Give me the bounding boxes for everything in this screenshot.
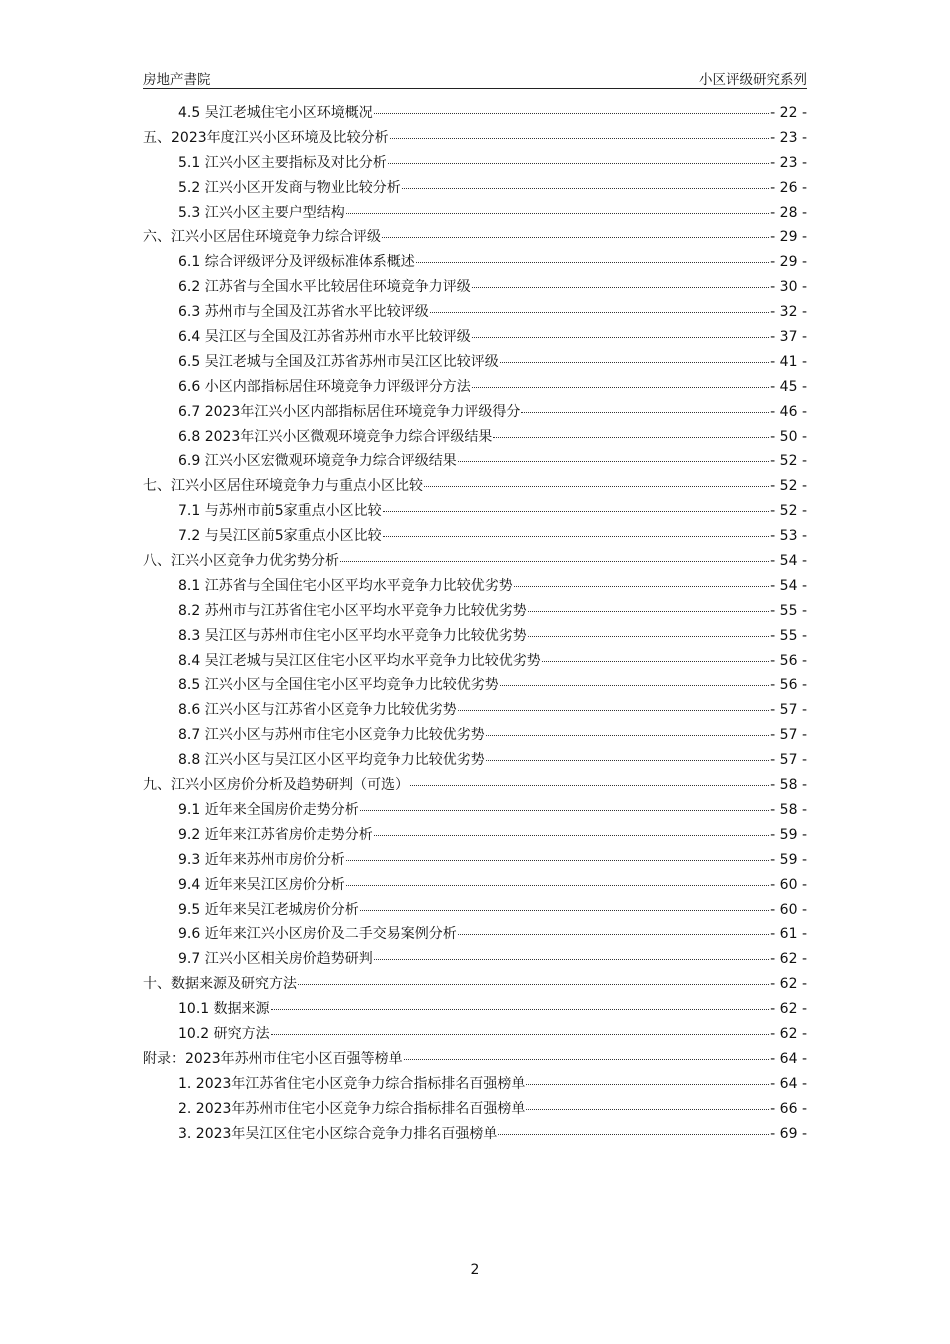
toc-entry[interactable]	[143, 947, 807, 972]
toc-leader-dots	[271, 1034, 770, 1035]
toc-entry-page: - 32 -	[770, 304, 807, 321]
toc-leader-dots	[360, 910, 769, 911]
toc-entry-page: - 62 -	[770, 951, 807, 968]
toc-entry-title: 6.1 综合评级评分及评级标准体系概述	[178, 254, 415, 271]
toc-leader-dots	[521, 412, 769, 413]
toc-entry-title: 9.7 江兴小区相关房价趋势研判	[178, 951, 373, 968]
toc-entry-title: 6.4 吴江区与全国及江苏省苏州市水平比较评级	[178, 329, 471, 346]
toc-entry-page: - 56 -	[770, 677, 807, 694]
toc-entry-page: - 53 -	[770, 528, 807, 545]
toc-entry-page: - 50 -	[770, 428, 807, 445]
toc-entry-page: - 69 -	[770, 1125, 807, 1142]
toc-entry[interactable]	[143, 300, 807, 325]
toc-leader-dots	[360, 810, 769, 811]
page-number: 2	[470, 1262, 480, 1278]
toc-entry[interactable]	[143, 823, 807, 848]
toc-leader-dots	[404, 1059, 770, 1060]
toc-entry[interactable]	[143, 499, 807, 524]
toc-entry-title: 6.8 2023年江兴小区微观环境竞争力综合评级结果	[178, 428, 493, 445]
toc-leader-dots	[493, 437, 769, 438]
toc-entry-title: 8.5 江兴小区与全国住宅小区平均竞争力比较优劣势	[178, 677, 499, 694]
toc-entry[interactable]	[143, 1072, 807, 1097]
toc-leader-dots	[486, 735, 769, 736]
toc-entry[interactable]	[143, 176, 807, 201]
toc-entry-title: 6.5 吴江老城与全国及江苏省苏州市吴江区比较评级	[178, 353, 499, 370]
toc-entry-title: 9.5 近年来吴江老城房价分析	[178, 901, 359, 918]
toc-entry[interactable]	[143, 997, 807, 1022]
toc-entry-page: - 28 -	[770, 204, 807, 221]
toc-entry[interactable]	[143, 748, 807, 773]
toc-leader-dots	[388, 163, 769, 164]
toc-entry[interactable]	[143, 873, 807, 898]
toc-leader-dots	[430, 312, 769, 313]
toc-entry-page: - 55 -	[770, 627, 807, 644]
toc-entry-title: 4.5 吴江老城住宅小区环境概况	[178, 105, 373, 121]
toc-entry-page: - 58 -	[770, 777, 807, 794]
toc-entry[interactable]	[143, 574, 807, 599]
toc-entry[interactable]	[143, 474, 807, 499]
toc-entry[interactable]	[143, 400, 807, 425]
toc-entry-title: 9.6 近年来江兴小区房价及二手交易案例分析	[178, 926, 457, 943]
toc-entry-title: 9.3 近年来苏州市房价分析	[178, 851, 345, 868]
toc-leader-dots	[458, 710, 769, 711]
toc-entry-page: - 45 -	[770, 378, 807, 395]
toc-entry-page: - 56 -	[770, 652, 807, 669]
toc-leader-dots	[500, 362, 769, 363]
toc-entry-title: 五、2023年度江兴小区环境及比较分析	[143, 129, 389, 146]
toc-entry-page: - 62 -	[770, 976, 807, 993]
toc-entry-page: - 62 -	[770, 1025, 807, 1042]
toc-entry[interactable]	[143, 898, 807, 923]
header-publisher: 房地产書院	[143, 72, 211, 88]
toc-leader-dots	[402, 188, 769, 189]
toc-entry-title: 2. 2023年苏州市住宅小区竞争力综合指标排名百强榜单	[178, 1100, 526, 1117]
toc-entry[interactable]	[143, 848, 807, 873]
toc-entry[interactable]	[143, 549, 807, 574]
toc-entry-title: 8.3 吴江区与苏州市住宅小区平均水平竞争力比较优劣势	[178, 627, 527, 644]
toc-entry-page: - 52 -	[770, 453, 807, 470]
toc-entry[interactable]	[143, 151, 807, 176]
toc-entry[interactable]	[143, 201, 807, 226]
toc-entry-page: - 57 -	[770, 752, 807, 769]
toc-entry-page: - 66 -	[770, 1100, 807, 1117]
toc-leader-dots	[472, 337, 769, 338]
toc-entry-page: - 30 -	[770, 279, 807, 296]
toc-entry-page: - 22 -	[770, 105, 807, 121]
toc-leader-dots	[526, 1084, 769, 1085]
toc-entry[interactable]	[143, 350, 807, 375]
toc-leader-dots	[346, 885, 769, 886]
toc-entry-page: - 54 -	[770, 577, 807, 594]
toc-leader-dots	[271, 1009, 770, 1010]
toc-entry-page: - 46 -	[770, 403, 807, 420]
toc-entry-title: 6.7 2023年江兴小区内部指标居住环境竞争力评级得分	[178, 403, 521, 420]
toc-entry-title: 9.1 近年来全国房价走势分析	[178, 801, 359, 818]
toc-entry-title: 十、数据来源及研究方法	[143, 976, 297, 993]
toc-leader-dots	[486, 760, 769, 761]
toc-entry[interactable]	[143, 624, 807, 649]
toc-entry[interactable]	[143, 599, 807, 624]
toc-leader-dots	[424, 486, 769, 487]
toc-entry[interactable]	[143, 101, 807, 126]
toc-entry[interactable]	[143, 922, 807, 947]
table-of-contents	[143, 101, 807, 1146]
toc-leader-dots	[458, 461, 769, 462]
toc-entry-page: - 54 -	[770, 553, 807, 570]
toc-leader-dots	[382, 237, 769, 238]
toc-entry-page: - 57 -	[770, 702, 807, 719]
toc-entry-title: 七、江兴小区居住环境竞争力与重点小区比较	[143, 478, 423, 495]
toc-leader-dots	[472, 287, 769, 288]
toc-entry[interactable]	[143, 1022, 807, 1047]
toc-entry[interactable]	[143, 698, 807, 723]
toc-entry-page: - 29 -	[770, 229, 807, 246]
toc-entry-page: - 26 -	[770, 179, 807, 196]
toc-entry-page: - 52 -	[770, 503, 807, 520]
toc-entry-title: 10.2 研究方法	[178, 1025, 270, 1042]
toc-entry-title: 6.2 江苏省与全国水平比较居住环境竞争力评级	[178, 279, 471, 296]
toc-entry[interactable]	[143, 275, 807, 300]
toc-leader-dots	[340, 561, 769, 562]
toc-entry-title: 六、江兴小区居住环境竞争力综合评级	[143, 229, 381, 246]
toc-entry-title: 附录：2023年苏州市住宅小区百强等榜单	[143, 1050, 403, 1067]
toc-entry[interactable]	[143, 673, 807, 698]
toc-entry-page: - 64 -	[770, 1050, 807, 1067]
toc-leader-dots	[383, 536, 770, 537]
toc-entry-title: 8.4 吴江老城与吴江区住宅小区平均水平竞争力比较优劣势	[178, 652, 541, 669]
toc-entry-title: 1. 2023年江苏省住宅小区竞争力综合指标排名百强榜单	[178, 1075, 526, 1092]
toc-entry-page: - 64 -	[770, 1075, 807, 1092]
toc-entry-title: 9.2 近年来江苏省房价走势分析	[178, 826, 373, 843]
toc-leader-dots	[500, 685, 769, 686]
toc-leader-dots	[458, 934, 769, 935]
toc-leader-dots	[528, 636, 769, 637]
toc-entry-title: 八、江兴小区竞争力优劣势分析	[143, 553, 339, 570]
toc-leader-dots	[514, 586, 769, 587]
toc-entry-title: 8.8 江兴小区与吴江区小区平均竞争力比较优劣势	[178, 752, 485, 769]
toc-entry-page: - 52 -	[770, 478, 807, 495]
toc-entry-page: - 55 -	[770, 602, 807, 619]
toc-entry[interactable]	[143, 1122, 807, 1147]
toc-entry[interactable]	[143, 325, 807, 350]
toc-leader-dots	[383, 511, 770, 512]
toc-entry-title: 6.3 苏州市与全国及江苏省水平比较评级	[178, 304, 429, 321]
toc-entry-page: - 61 -	[770, 926, 807, 943]
toc-entry[interactable]	[143, 972, 807, 997]
toc-entry[interactable]	[143, 225, 807, 250]
toc-entry-page: - 60 -	[770, 901, 807, 918]
toc-leader-dots	[526, 1109, 769, 1110]
toc-entry[interactable]	[143, 250, 807, 275]
toc-entry-title: 5.2 江兴小区开发商与物业比较分析	[178, 179, 401, 196]
toc-entry-page: - 37 -	[770, 329, 807, 346]
toc-leader-dots	[542, 661, 769, 662]
page-header	[143, 68, 807, 89]
toc-entry-title: 5.1 江兴小区主要指标及对比分析	[178, 154, 387, 171]
toc-entry[interactable]	[143, 649, 807, 674]
toc-entry-title: 10.1 数据来源	[178, 1001, 270, 1018]
toc-entry-title: 8.6 江兴小区与江苏省小区竞争力比较优劣势	[178, 702, 457, 719]
toc-leader-dots	[374, 113, 769, 114]
toc-entry-page: - 58 -	[770, 801, 807, 818]
toc-entry-title: 九、江兴小区房价分析及趋势研判（可选）	[143, 777, 409, 794]
toc-entry-page: - 23 -	[770, 129, 807, 146]
toc-entry-page: - 59 -	[770, 826, 807, 843]
toc-leader-dots	[298, 984, 769, 985]
toc-leader-dots	[410, 785, 769, 786]
toc-entry[interactable]	[143, 1047, 807, 1072]
toc-leader-dots	[374, 835, 769, 836]
toc-entry[interactable]	[143, 126, 807, 151]
toc-entry-title: 6.9 江兴小区宏微观环境竞争力综合评级结果	[178, 453, 457, 470]
toc-entry-page: - 62 -	[770, 1001, 807, 1018]
toc-entry-title: 5.3 江兴小区主要户型结构	[178, 204, 345, 221]
toc-entry[interactable]	[143, 798, 807, 823]
toc-entry-title: 8.7 江兴小区与苏州市住宅小区竞争力比较优劣势	[178, 727, 485, 744]
header-series: 小区评级研究系列	[699, 72, 807, 88]
toc-entry[interactable]	[143, 1097, 807, 1122]
toc-entry-page: - 29 -	[770, 254, 807, 271]
toc-entry[interactable]	[143, 524, 807, 549]
toc-leader-dots	[374, 959, 769, 960]
toc-entry[interactable]	[143, 425, 807, 450]
toc-leader-dots	[472, 387, 769, 388]
toc-entry-title: 9.4 近年来吴江区房价分析	[178, 876, 345, 893]
toc-entry[interactable]	[143, 723, 807, 748]
toc-entry-title: 3. 2023年吴江区住宅小区综合竞争力排名百强榜单	[178, 1125, 498, 1142]
toc-leader-dots	[416, 262, 769, 263]
toc-leader-dots	[346, 213, 769, 214]
toc-entry-page: - 23 -	[770, 154, 807, 171]
toc-entry-title: 8.2 苏州市与江苏省住宅小区平均水平竞争力比较优劣势	[178, 602, 527, 619]
toc-leader-dots	[346, 860, 769, 861]
toc-entry[interactable]	[143, 449, 807, 474]
toc-entry[interactable]	[143, 773, 807, 798]
toc-entry-page: - 57 -	[770, 727, 807, 744]
toc-leader-dots	[390, 138, 770, 139]
toc-entry-title: 7.2 与吴江区前5家重点小区比较	[178, 528, 382, 545]
toc-entry-page: - 60 -	[770, 876, 807, 893]
toc-entry-title: 6.6 小区内部指标居住环境竞争力评级评分方法	[178, 378, 471, 395]
toc-entry-page: - 41 -	[770, 353, 807, 370]
toc-entry-page: - 59 -	[770, 851, 807, 868]
toc-leader-dots	[528, 611, 769, 612]
toc-entry-title: 8.1 江苏省与全国住宅小区平均水平竞争力比较优劣势	[178, 577, 513, 594]
toc-entry[interactable]	[143, 375, 807, 400]
toc-entry-title: 7.1 与苏州市前5家重点小区比较	[178, 503, 382, 520]
toc-leader-dots	[498, 1134, 769, 1135]
